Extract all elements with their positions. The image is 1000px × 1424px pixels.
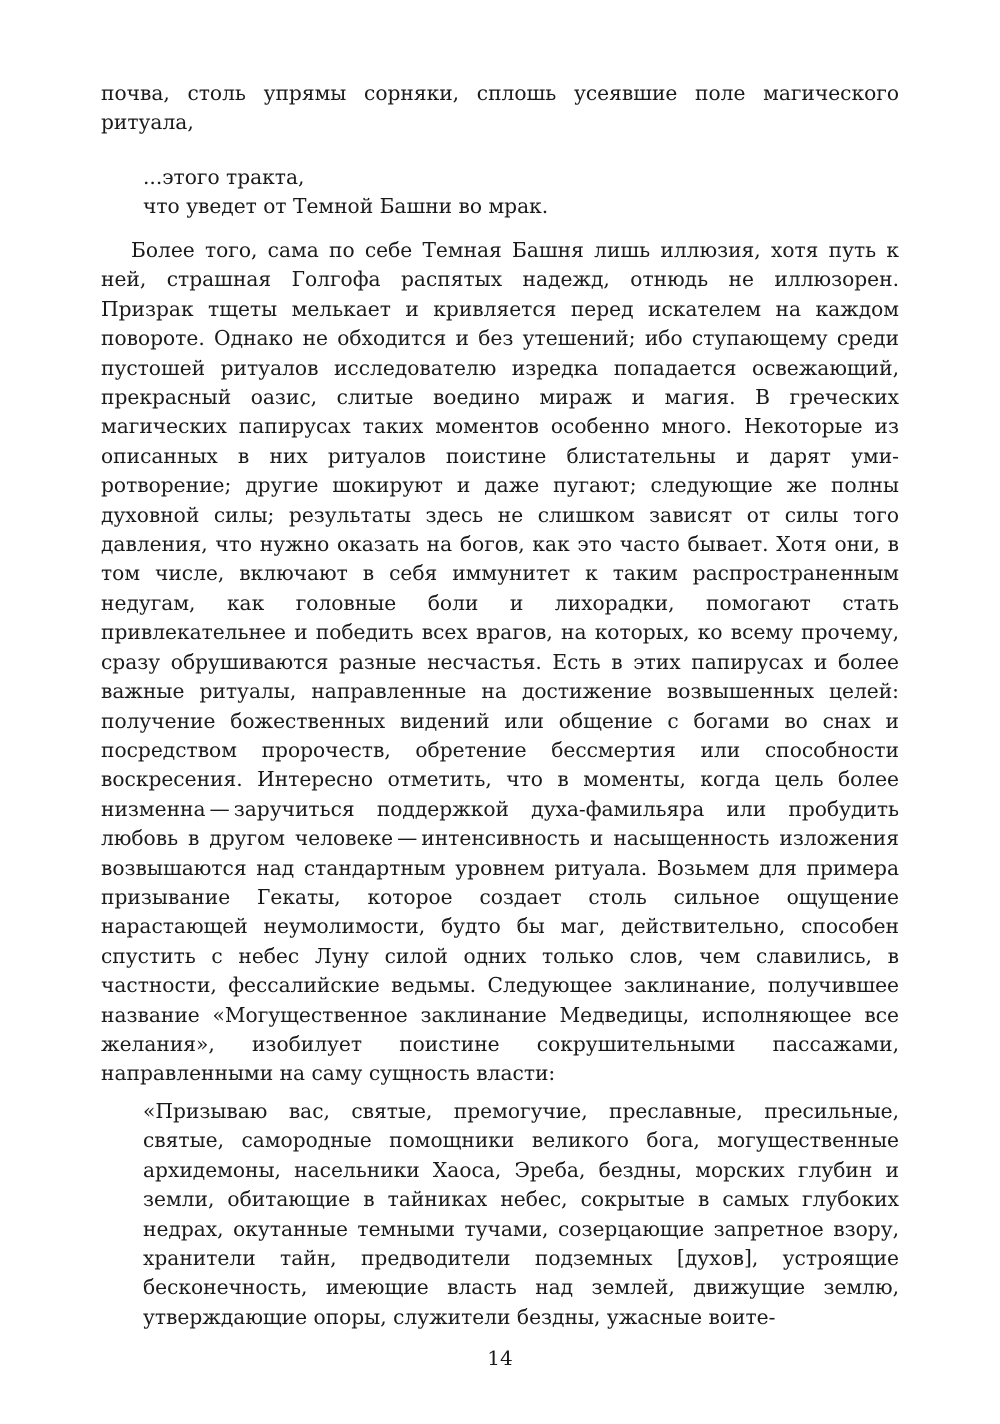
opening-paragraph: [101, 79, 899, 138]
opening-text: почва, столь упрямы сорняки, сплошь усеявшие поле магического ритуала,: [101, 81, 899, 135]
page-number: 14: [487, 1346, 513, 1370]
block-quote: [143, 1097, 899, 1332]
verse-line-1: ...этого тракта,: [143, 165, 305, 189]
quote-paragraph-text: «Призываю вас, святые, премогучие, преславные, пресильные, святые, самородные помощники великого бога, могущественные архидемоны, насельники Хаоса, Эреба, бездны, морских глубин и земли, обитающие в тайниках небес, сокрытые в самых глубоких недрах, окутанные темными тучами, созерцающие запретное взору, хранители тайн, предводители подземных [духов], устроящие бесконечность, имеющие власть над землей, движущие землю, утверждающие опоры, служители бездны, ужасные воите-: [143, 1099, 899, 1329]
verse-line-2: что уведет от Темной Башни во мрак.: [143, 194, 549, 219]
verse-quote: [143, 163, 899, 222]
main-paragraph-text: Более того, сама по себе Темная Башня лишь иллюзия, хотя путь к ней, страшная Голгофа распятых надежд, отнюдь не иллюзорен. Призрак тщеты мелькает и кривляется перед искателем на каждом повороте. Однако не обходится и без утешений; ибо ступающему среди пустошей ритуалов исследователю изредка попадается освежающий, прекрасный оазис, слитые воедино мираж и магия. В греческих магических папирусах таких моментов особенно много. Некоторые из описанных в них ритуалов поистине блистательны и дарят умиротворение; другие шокируют и даже пугают; следующие же полны духовной силы; результаты здесь не слишком зависят от силы того давления, что нужно оказать на богов, как это часто бывает. Хотя они, в том числе, включают в себя иммунитет к таким распространенным недугам, как головные боли и лихорадки, помогают стать привлекательнее и победить всех врагов, на которых, ко всему прочему, сразу обрушиваются разные несчастья. Есть в этих папирусах и более важные ритуалы, направленные на достижение возвышенных целей: получение божественных видений или общение с богами во снах и посредством пророчеств, обретение бессмертия или способности воскресения. Интересно отметить, что в моменты, когда цель более низменна — заручиться поддержкой духа-фамильяра или пробудить любовь в другом человеке — интенсивность и насыщенность изложения возвышаются над стандартным уровнем ритуала. Возьмем для примера призывание Гекаты, которое создает столь сильное ощущение нарастающей неумолимости, будто бы маг, действительно, способен спустить с небес Луну силой одних только слов, чем славились, в частности, фессалийские ведьмы. Следующее заклинание, получившее название «Могущественное заклинание Медведицы, исполняющее все желания», изобилует поистине сокрушительными пассажами, направленными на саму сущность власти:: [101, 238, 899, 1086]
main-paragraph: [101, 236, 899, 1089]
